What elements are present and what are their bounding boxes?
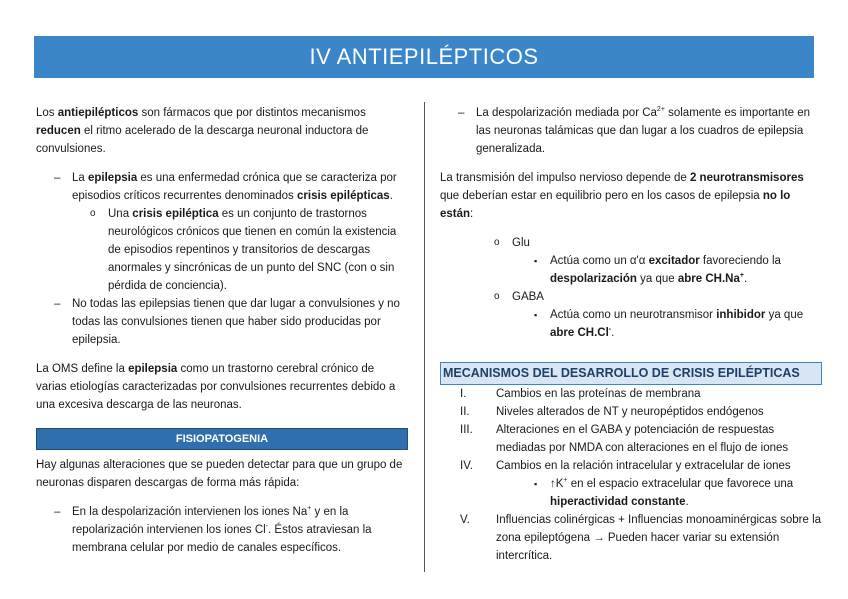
page-title: IV ANTIEPILÉPTICOS xyxy=(309,44,539,69)
despolarizacion-item: – En la despolarización intervienen los iones Na+ y en la repolarización intervienen los iones Cl-. Éstos atraviesan la membrana celular por medio de canales específicos. xyxy=(36,503,408,557)
fisiopatogenia-paragraph: Hay algunas alteraciones que se pueden detectar para que un grupo de neuronas disparen descargas de forma más rápida: xyxy=(36,459,403,489)
dash-bullet: – xyxy=(54,506,61,518)
square-bullet: ▪ xyxy=(534,256,538,266)
gaba-detail-item: ▪ Actúa como un neurotransmisor inhibidor ya que abre CH.Cl-. xyxy=(440,306,822,342)
left-column xyxy=(36,104,408,557)
square-bullet: ▪ xyxy=(534,310,538,320)
right-column xyxy=(440,104,822,565)
dash-bullet: – xyxy=(458,107,465,119)
epilepsia-definition-item: – La epilepsia es una enfermedad crónica que se caracteriza por episodios críticos recurrentes denominados crisis epilépticas. xyxy=(36,169,408,205)
circle-bullet: o xyxy=(90,208,96,219)
mecanismo-item: V. Influencias colinérgicas + Influencias monoaminérgicas sobre la zona epileptógena → Pueden hacer variar su extensión intercrítica. xyxy=(460,514,822,562)
fisiopatogenia-heading: FISIOPATOGENIA xyxy=(36,428,408,450)
convulsiones-note-item: – No todas las epilepsias tienen que dar lugar a convulsiones y no todas las convulsiones tienen que haber sido producidas por epilepsia. xyxy=(36,295,408,349)
mecanismos-heading: MECANISMOS DEL DESARROLLO DE CRISIS EPILÉPTICAS xyxy=(440,362,822,385)
potasio-detail-item: ▪ ↑K+ en el espacio extracelular que favorece una hiperactividad constante. xyxy=(440,475,822,511)
mecanismo-item: IV. Cambios en la relación intracelular y extracelular de iones xyxy=(460,460,791,472)
oms-paragraph: La OMS define la epilepsia como un trastorno cerebral crónico de varias etiologías caracterizadas por convulsiones recurrentes debido a una excesiva descarga de las neuronas. xyxy=(36,363,396,411)
mecanismo-item: III. Alteraciones en el GABA y potenciación de respuestas mediadas por NMDA con alteraciones en el flujo de iones xyxy=(460,424,789,454)
dash-bullet: – xyxy=(54,172,61,184)
intro-paragraph: Los antiepilépticos son fármacos que por distintos mecanismos reducen el ritmo acelerado de la descarga neuronal inductora de convulsiones. xyxy=(36,107,369,155)
transmision-paragraph: La transmisión del impulso nervioso depende de 2 neurotransmisores que deberían estar en equilibrio pero en los casos de epilepsia no lo están: xyxy=(440,172,804,220)
mecanismo-item: I. Cambios en las proteínas de membrana xyxy=(460,388,701,400)
dash-bullet: – xyxy=(54,298,61,310)
mecanismo-item: II. Niveles alterados de NT y neuropéptidos endógenos xyxy=(460,406,764,418)
gaba-item: o GABA xyxy=(440,288,822,306)
glu-detail-item: ▪ Actúa como un α'α excitador favoreciendo la despolarización ya que abre CH.Na+. xyxy=(440,252,822,288)
circle-bullet: o xyxy=(494,237,500,248)
page-title-banner xyxy=(34,36,814,78)
column-divider xyxy=(424,102,425,572)
calcio-item: – La despolarización mediada por $Ca^{2+}$ solamente es importante en las neuronas talámicas que dan lugar a los cuadros de epilepsia generalizada. xyxy=(440,104,822,158)
circle-bullet: o xyxy=(494,291,500,302)
glu-item: o Glu xyxy=(440,234,822,252)
square-bullet: ▪ xyxy=(534,479,538,489)
crisis-definition-item: o Una crisis epiléptica es un conjunto de trastornos neurológicos crónicos que tienen en común la existencia de episodios repentinos y transitorios de descargas anormales y sincrónicas de un punto del SNC (con o sin pérdida de conciencia). xyxy=(36,205,408,295)
